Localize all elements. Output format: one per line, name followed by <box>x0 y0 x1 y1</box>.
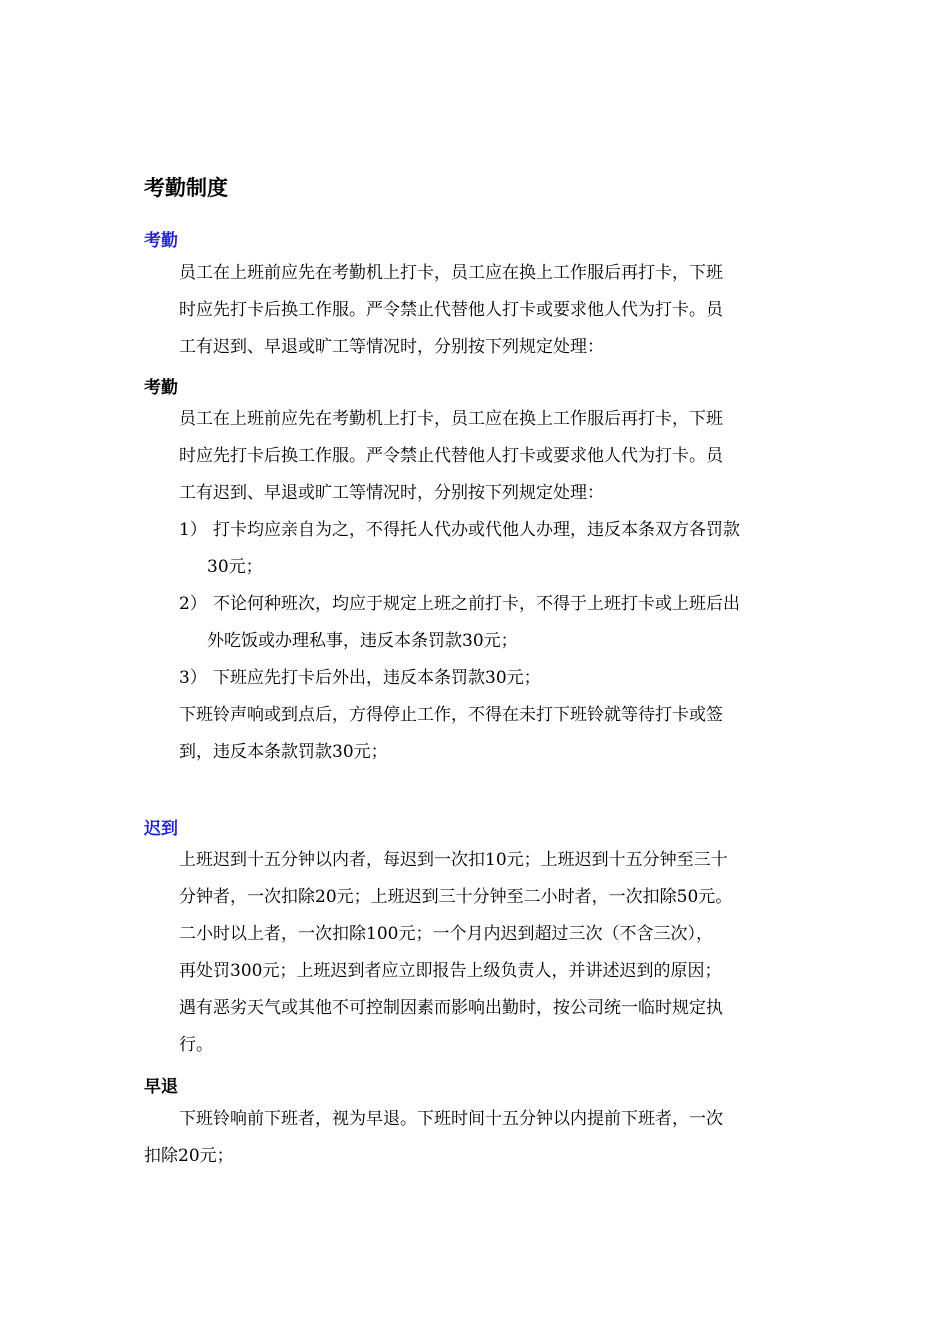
paragraph-line: 上班迟到十五分钟以内者，每迟到一次扣10元；上班迟到十五分钟至三十 <box>179 850 728 870</box>
paragraph-line: 时应先打卡后换工作服。严令禁止代替他人打卡或要求他人代为打卡。员 <box>179 300 723 320</box>
list-item-text: 打卡均应亲自为之，不得托人代办或代他人办理，违反本条双方各罚款 <box>213 520 740 540</box>
section-paragraph-attendance-1 <box>179 255 819 366</box>
paragraph-line: 分钟者，一次扣除20元；上班迟到三十分钟至二小时者，一次扣除50元。 <box>179 887 733 907</box>
document-title: 考勤制度 <box>144 176 228 200</box>
list-item-number: 1） <box>179 520 207 540</box>
list-item-continuation: 外吃饭或办理私事，违反本条罚款30元； <box>207 631 518 651</box>
list-item-number: 3） <box>179 668 207 688</box>
paragraph-line: 工有迟到、早退或旷工等情况时，分别按下列规定处理： <box>179 483 604 503</box>
list-item-number: 2） <box>179 594 207 614</box>
section-heading-attendance-2: 考勤 <box>144 378 178 398</box>
section-paragraph-attendance-2 <box>179 401 819 512</box>
paragraph-line: 行。 <box>179 1035 213 1055</box>
paragraph-line: 遇有恶劣天气或其他不可控制因素而影响出勤时，按公司统一临时规定执 <box>179 998 723 1018</box>
paragraph-line: 再处罚300元；上班迟到者应立即报告上级负责人，并讲述迟到的原因； <box>179 961 722 981</box>
list-item-text: 不论何种班次，均应于规定上班之前打卡，不得于上班打卡或上班后出 <box>213 594 740 614</box>
list-item-text: 下班应先打卡后外出，违反本条罚款30元； <box>213 668 541 688</box>
paragraph-line: 员工在上班前应先在考勤机上打卡，员工应在换上工作服后再打卡，下班 <box>179 409 723 429</box>
section-paragraph-early-leave <box>179 1101 819 1138</box>
closing-paragraph <box>179 697 819 771</box>
paragraph-line: 员工在上班前应先在考勤机上打卡，员工应在换上工作服后再打卡，下班 <box>179 263 723 283</box>
paragraph-line: 到，违反本条款罚款30元； <box>179 742 388 762</box>
paragraph-line: 下班铃声响或到点后，方得停止工作，不得在未打下班铃就等待打卡或签 <box>179 705 723 725</box>
paragraph-line: 工有迟到、早退或旷工等情况时，分别按下列规定处理： <box>179 337 604 357</box>
paragraph-line: 时应先打卡后换工作服。严令禁止代替他人打卡或要求他人代为打卡。员 <box>179 446 723 466</box>
paragraph-line: 扣除20元； <box>144 1146 234 1166</box>
section-heading-early-leave: 早退 <box>144 1077 178 1097</box>
paragraph-line: 二小时以上者，一次扣除100元；一个月内迟到超过三次（不含三次）， <box>179 924 713 944</box>
section-heading-attendance-1: 考勤 <box>144 231 178 251</box>
section-heading-late: 迟到 <box>144 819 178 839</box>
list-item-1 <box>179 512 819 586</box>
section-paragraph-late <box>179 842 819 1064</box>
list-item-3 <box>179 660 819 697</box>
list-item-2 <box>179 586 819 660</box>
paragraph-line: 下班铃响前下班者，视为早退。下班时间十五分钟以内提前下班者，一次 <box>179 1109 723 1129</box>
section-paragraph-early-leave-cont <box>144 1138 784 1175</box>
list-item-continuation: 30元； <box>207 557 263 577</box>
